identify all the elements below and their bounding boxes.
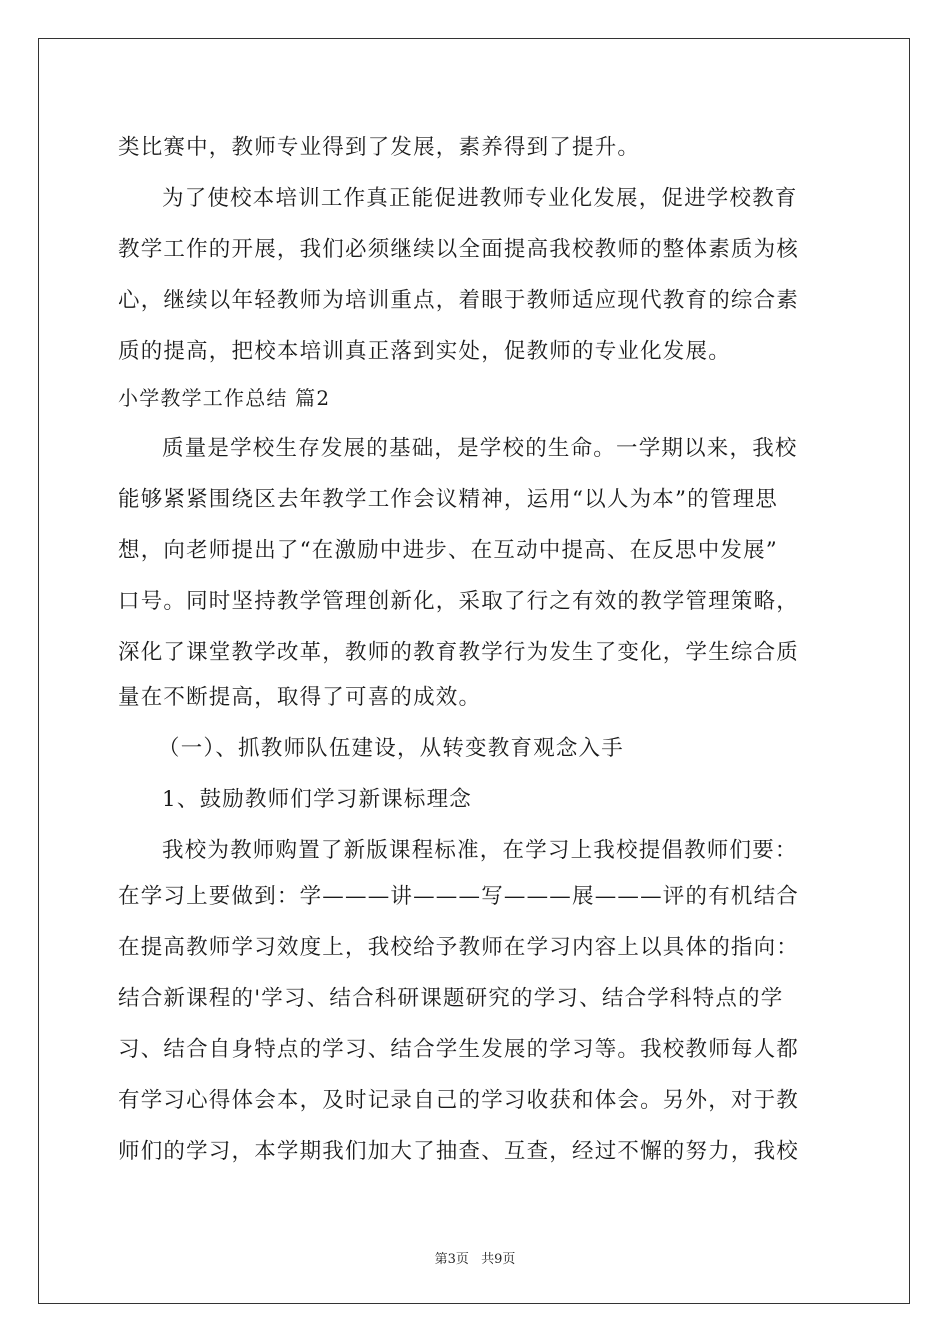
text-line: 能够紧紧围绕区去年教学工作会议精神，运用“以人为本”的管理思 <box>118 487 778 512</box>
text-line: 结合新课程的'学习、结合科研课题研究的学习、结合学科特点的学 <box>118 986 784 1011</box>
subsection-item: 1、鼓励教师们学习新课标理念 <box>162 787 472 812</box>
text-line: 我校为教师购置了新版课程标准，在学习上我校提倡教师们要： <box>162 838 798 863</box>
text-line: 有学习心得体会本，及时记录自己的学习收获和体会。另外，对于教 <box>118 1088 800 1113</box>
page-footer <box>0 1248 950 1267</box>
text-line: 在学习上要做到：学———讲———写———展———评的有机结合 <box>118 884 800 909</box>
text-line: 习、结合自身特点的学习、结合学生发展的学习等。我校教师每人都 <box>118 1037 800 1062</box>
text-line: 教学工作的开展，我们必须继续以全面提高我校教师的整体素质为核 <box>118 237 800 262</box>
text-line: 心，继续以年轻教师为培训重点，着眼于教师适应现代教育的综合素 <box>118 288 800 313</box>
text-line: 质量是学校生存发展的基础，是学校的生命。一学期以来，我校 <box>162 436 798 461</box>
text-line: 深化了课堂教学改革，教师的教育教学行为发生了变化，学生综合质 <box>118 640 800 665</box>
text-line: 想，向老师提出了“在激励中进步、在互动中提高、在反思中发展” <box>118 538 778 563</box>
text-line: 量在不断提高，取得了可喜的成效。 <box>118 685 482 710</box>
text-line: 师们的学习，本学期我们加大了抽查、互查，经过不懈的努力，我校 <box>118 1139 800 1164</box>
text-line: 口号。同时坚持教学管理创新化，采取了行之有效的教学管理策略， <box>118 589 800 614</box>
page-total: 共9页 <box>481 1252 516 1267</box>
text-line: 类比赛中，教师专业得到了发展，素养得到了提升。 <box>118 135 641 160</box>
text-line: 在提高教师学习效度上，我校给予教师在学习内容上以具体的指向： <box>118 935 800 960</box>
section-heading: 小学教学工作总结 篇2 <box>118 386 331 410</box>
page-number: 第3页 <box>434 1252 469 1267</box>
text-line: 为了使校本培训工作真正能促进教师专业化发展，促进学校教育 <box>162 186 798 211</box>
text-line: 质的提高，把校本培训真正落到实处，促教师的专业化发展。 <box>118 339 731 364</box>
subsection-heading: （一）、抓教师队伍建设，从转变教育观念入手 <box>158 736 624 761</box>
